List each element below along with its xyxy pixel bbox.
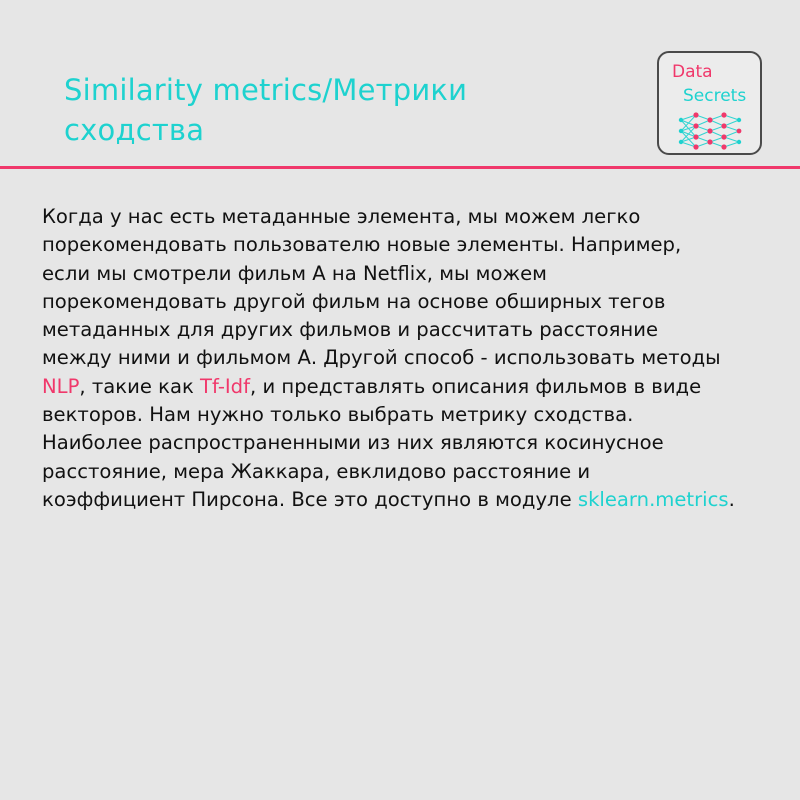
body-line-10: расстояние, мера Жаккара, евклидово расстояние и [42,459,591,483]
header [0,0,800,170]
body-paragraph [42,203,792,514]
body-line-3: если мы смотрели фильм А на Netflix, мы можем [42,261,547,285]
body-line-8: векторов. Нам нужно только выбрать метрику сходства. [42,403,634,427]
page-title-line-1: Similarity metrics/Метрики [64,73,468,107]
page-title [64,70,624,150]
logo-word-secrets: Secrets [683,86,747,106]
header-divider [0,166,800,169]
data-secrets-logo [657,51,762,155]
body-line-7-mid: , такие как [79,374,201,398]
body-line-4: порекомендовать другой фильм на основе обширных тегов [42,289,666,313]
logo-word-data: Data [672,62,713,82]
body-line-2: порекомендовать пользователю новые элементы. Например, [42,233,682,257]
sklearn-metrics-link[interactable]: sklearn.metrics [577,487,729,511]
tf-idf-link[interactable]: Tf-Idf [200,374,251,398]
page-title-line-2: сходства [64,113,205,147]
neural-network-icon [676,112,744,150]
body-line-11-start: коэффициент Пирсона. Все это доступно в модуле [42,487,578,511]
body-line-9: Наиболее распространенными из них являются косинусное [42,431,664,455]
body-line-1: Когда у нас есть метаданные элемента, мы можем легко [42,205,641,228]
body-line-7 [42,373,792,401]
nlp-link[interactable]: NLP [42,374,80,398]
body-line-11 [42,486,792,514]
body-line-7-end: , и представлять описания фильмов в виде [250,374,702,398]
body-line-5: метаданных для других фильмов и рассчитать расстояние [42,318,658,342]
body-line-11-end: . [728,487,735,511]
body-line-6: между ними и фильмом А. Другой способ - использовать методы [42,346,721,370]
